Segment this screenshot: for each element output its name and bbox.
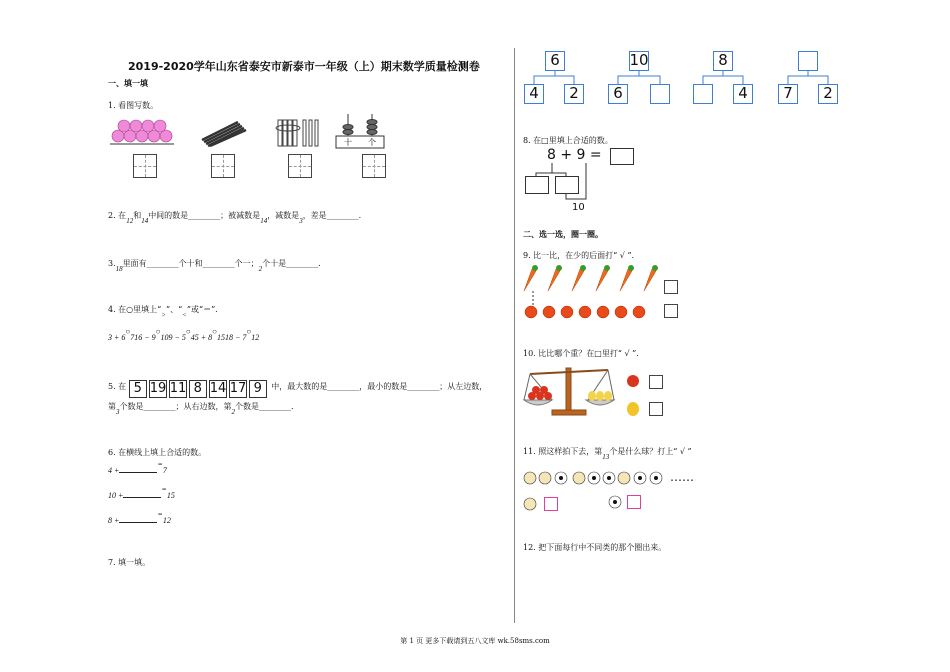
q9-carrots-apples [522, 263, 662, 323]
number-card: 17 [229, 381, 247, 396]
carrots-row [524, 269, 656, 291]
question-12-text: 12. 把下面每行中不同类的那个圈出来。 [523, 543, 667, 552]
tree4-right-number: 2 [823, 84, 833, 102]
apples-row [525, 306, 645, 318]
tree1-left-number: 4 [529, 84, 539, 102]
tree3-top-number: 8 [718, 51, 728, 69]
q1-answer-box-4[interactable] [362, 154, 386, 178]
abacus-tens-label: 十 [344, 138, 352, 147]
section-heading-1: 一、填一填 [108, 79, 148, 88]
q8-answer-box[interactable] [610, 148, 634, 165]
column-divider [514, 48, 515, 623]
apple-pear-icons [626, 373, 642, 417]
tree4-left-number: 7 [783, 84, 793, 102]
question-9-text: 9. 比一比，在少的后面打“ √ ”. [523, 251, 635, 260]
question-11-text: 11. 照这样拍下去，第13个是什么球？打上“ √ ” [523, 447, 692, 461]
q9-checkbox-carrots[interactable] [664, 280, 678, 294]
q1-answer-box-1[interactable] [133, 154, 157, 178]
question-7-text: 7. 填一填。 [108, 558, 151, 567]
q1-answer-box-3[interactable] [288, 154, 312, 178]
q10-checkbox-apple[interactable] [649, 375, 663, 389]
tree1-right-number: 2 [569, 84, 579, 102]
question-4-text: 4. 在○里填上“>”、“<”或“＝”. [108, 305, 218, 319]
tree3-right-number: 4 [738, 84, 748, 102]
tree2-top-number: 10 [629, 51, 649, 69]
tree2-left-number: 6 [613, 84, 623, 102]
pencils-image [202, 122, 246, 146]
balance-scale-image [522, 360, 616, 418]
question-4-expressions: 3 + 6○716 − 9○109 − 5○45 + 8○1518 − 7○12 [108, 327, 260, 342]
page-title: 2019-2020学年山东省泰安市新泰市一年级（上）期末数学质量检测卷 [128, 60, 480, 73]
number-card: 19 [149, 381, 167, 396]
number-card: 11 [169, 381, 187, 396]
q1-answer-box-2[interactable] [211, 154, 235, 178]
q6-equation-1: 4 +=7 [108, 460, 167, 475]
tree3-left-box[interactable] [693, 84, 713, 104]
q10-checkbox-pear[interactable] [649, 402, 663, 416]
q11-checkbox-volleyball[interactable] [544, 497, 558, 511]
number-card: 5 [129, 380, 147, 398]
q1-pictures [108, 114, 398, 150]
sticks-bundle-image [276, 120, 318, 146]
tree1-top-number: 6 [550, 51, 560, 69]
peaches-image [110, 120, 174, 144]
q8-expression: 8 + 9 = [547, 147, 602, 163]
q9-checkbox-apples[interactable] [664, 304, 678, 318]
number-card: 14 [209, 381, 227, 396]
q11-checkbox-football[interactable] [627, 495, 641, 509]
question-1-text: 1. 看图写数。 [108, 101, 159, 110]
question-5-line-2: 第3个数是________；从右边数，第2个数是________. [108, 402, 294, 416]
q8-ten-label: 10 [572, 202, 585, 213]
tree4-top-box[interactable] [798, 51, 818, 71]
q6-equation-2: 10 +=15 [108, 485, 175, 500]
question-5-text: 5. 在 5 19 11 8 14 17 9 中，最大数的是________，最小的数是________；从左边数， [108, 381, 488, 396]
question-8-text: 8. 在□里填上合适的数。 [523, 136, 613, 145]
question-2-text: 2. 在12和14中间的数是________；被减数是14，减数是3，差是________. [108, 211, 362, 225]
q11-ellipsis: …… [670, 470, 694, 484]
q6-equation-3: 8 +=12 [108, 510, 171, 525]
section-heading-2: 二、选一选，圈一圈。 [523, 230, 603, 239]
question-3-text: 3.18里面有________个十和________个一；2个十是________. [108, 259, 321, 273]
page-footer: 第 1 页 更多下载请到五八文库 wk.58sms.com [400, 637, 550, 645]
abacus-ones-label: 个 [368, 138, 376, 147]
number-card: 9 [249, 380, 267, 398]
question-6-text: 6. 在横线上填上合适的数。 [108, 448, 207, 457]
question-10-text: 10. 比比哪个重？在□里打“ √ ”. [523, 349, 639, 358]
tree2-right-box[interactable] [650, 84, 670, 104]
q8-split-lines [520, 163, 600, 203]
number-card: 8 [189, 380, 207, 398]
